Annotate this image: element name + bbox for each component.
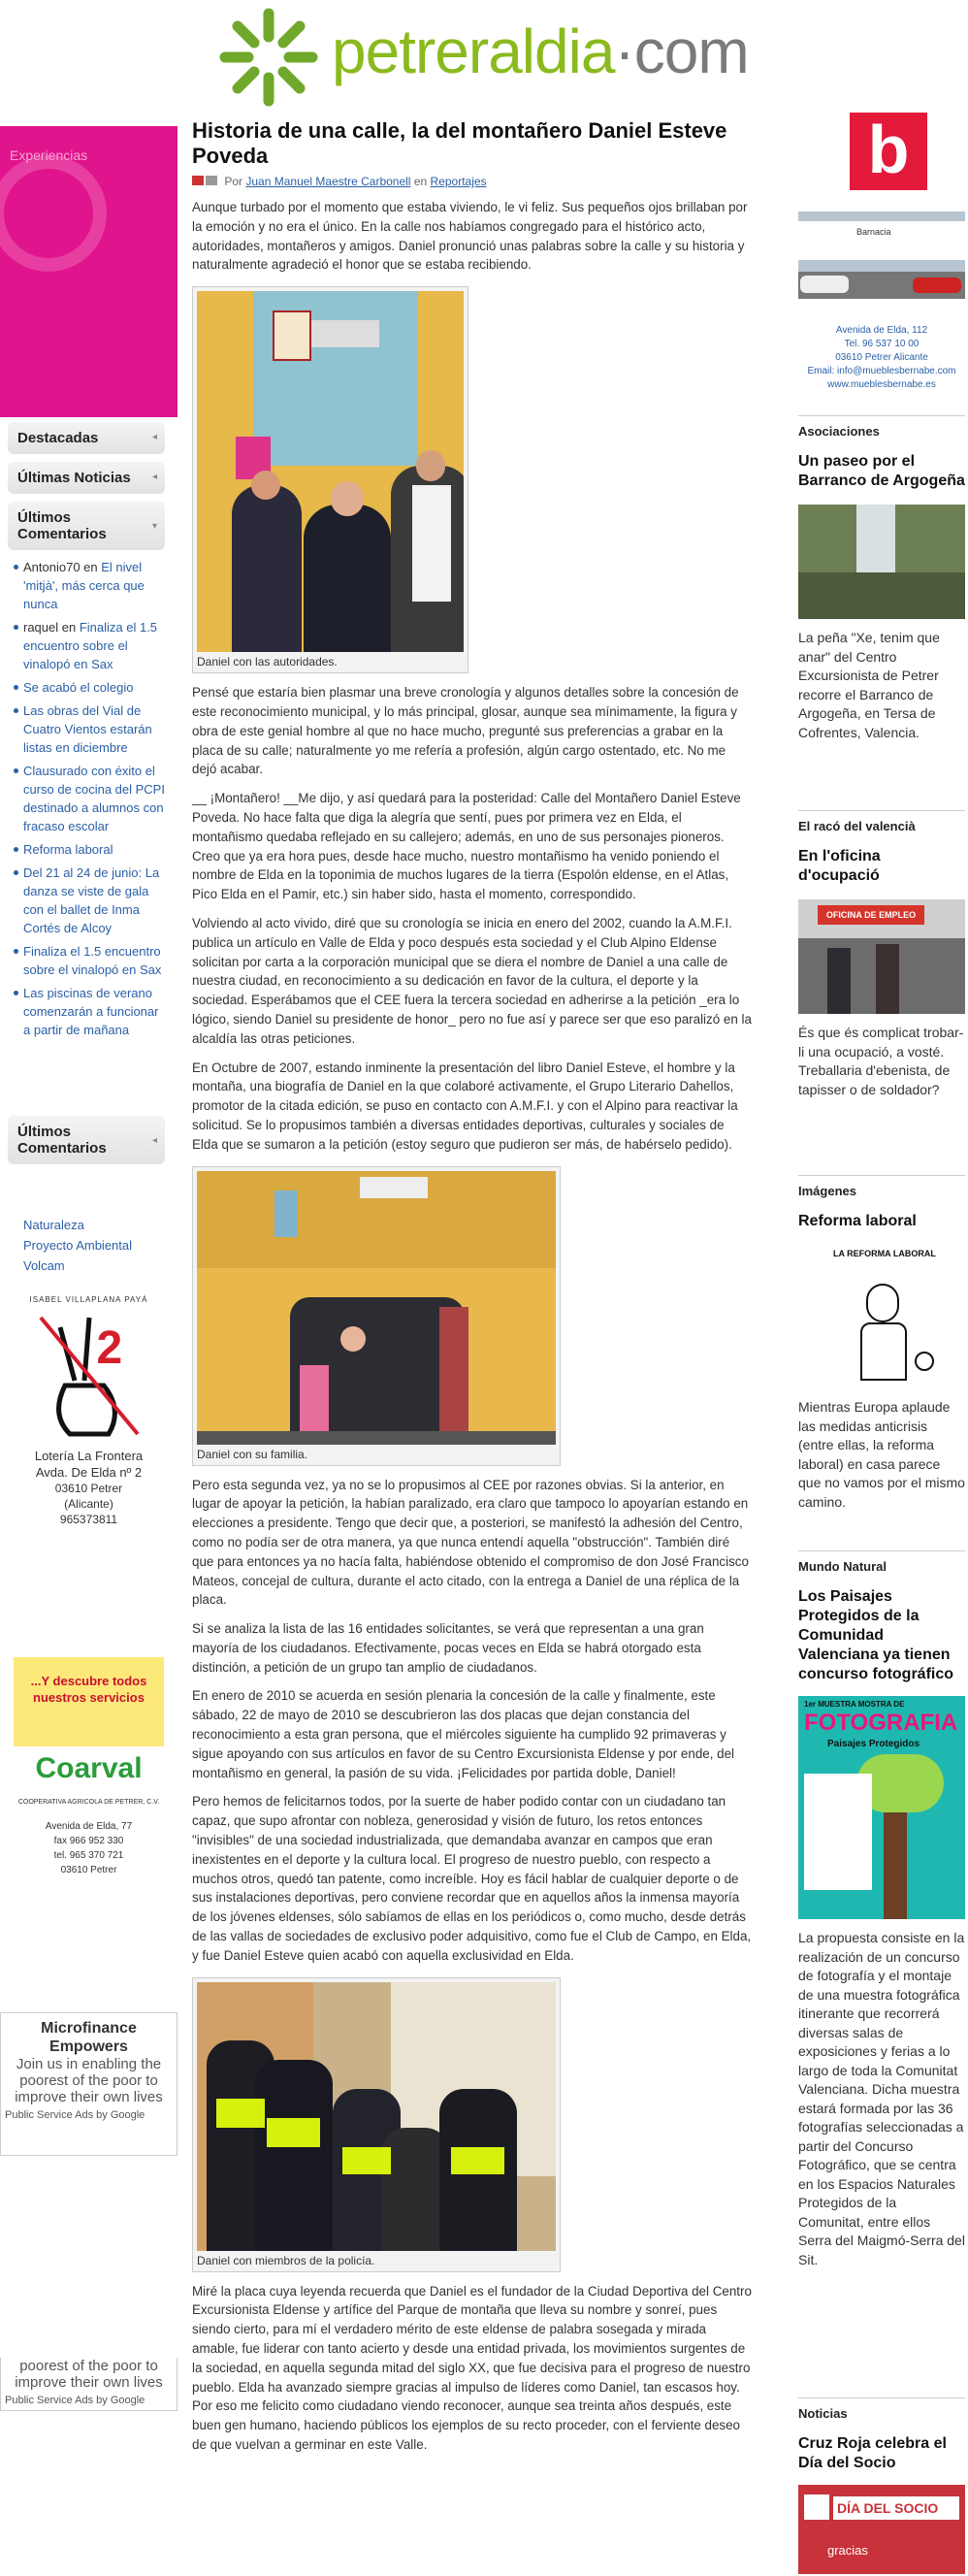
photo-caption: Daniel con su familia. <box>197 1447 308 1461</box>
ad-body: Join us in enabling the poorest of the poor to improve their own lives <box>15 2056 163 2105</box>
section-title[interactable]: Un paseo por el Barranco de Argogeña <box>798 453 965 489</box>
comment-link[interactable]: Las obras del Vial de Cuatro Vientos estarán listas en diciembre <box>23 703 152 755</box>
section-text: És que és complicat trobar-li una ocupació, a vosté. Treballaria d'ebenista, de tapisser o de soldador? <box>798 1025 964 1097</box>
photo-image <box>197 1982 556 2251</box>
experiencias-banner[interactable] <box>0 126 177 417</box>
banner-label: Experiencias <box>10 147 88 163</box>
lottery-phone: 965373811 <box>59 1513 118 1526</box>
link-naturaleza[interactable]: Naturaleza <box>23 1218 84 1232</box>
site-header <box>0 0 968 121</box>
list-item <box>23 840 165 859</box>
photo-contest-poster[interactable]: 1er MUESTRA MOSTRA DE FOTOGRAFIA Paisajes Protegidos <box>798 1696 965 1919</box>
left-sidebar <box>0 126 179 2571</box>
menu-ultimas-noticias[interactable]: Últimas Noticias ◂ <box>8 462 165 494</box>
ad-title: Microfinance Empowers <box>41 2020 137 2055</box>
article-paragraph: Si se analiza la lista de las 16 entidades solicitantes, se verá que representan a una gran mayoría de los ciudadanos. Efectivamente, pocas veces en Elda se habrá otorgado esta distinción, a petición de un grupo tan amplio de ciudadanos. <box>192 1621 704 1675</box>
comment-link[interactable]: El nivel 'mitjà', más cerca que nunca <box>23 560 145 611</box>
speech-bubble-icon <box>0 155 107 272</box>
lottery-number: 2 <box>96 1322 123 1374</box>
article-paragraph: Pensé que estaría bien plasmar una breve cronología y algunos detalles sobre la concesión de este reconocimiento municipal, y lo más principal, glosar, aunque sea mínimamente, la figura y obra de este genial hombre al que no hace mucho, pregunté sus preferencias a grabar en la placa de su calle; naturalmente yo me refería a profesión, algún cargo ostentado, etc. No me dejó acabar. <box>192 685 739 777</box>
section-asociaciones <box>798 415 965 742</box>
waterfall-photo[interactable] <box>798 505 965 619</box>
photo-caption: Daniel con las autoridades. <box>197 655 338 669</box>
list-item <box>23 942 165 979</box>
list-item <box>23 762 165 835</box>
logo-text: petreraldia·com <box>332 16 749 86</box>
coop-tel: tel. 965 370 721 <box>53 1850 124 1861</box>
chevron-left-icon: ◂ <box>151 1135 157 1146</box>
list-item <box>23 701 165 757</box>
menu-destacadas[interactable]: Destacadas ◂ <box>8 422 165 454</box>
chevron-left-icon: ◂ <box>151 472 157 482</box>
photo-family <box>192 1166 561 1466</box>
store-address: Avenida de Elda, 112 Tel. 96 537 10 00 03610 Petrer Alicante Email: info@mueblesbernabe.com www.mueblesbernabe.es <box>807 325 956 390</box>
section-heading: Asociaciones <box>798 424 880 439</box>
section-heading: Imágenes <box>798 1184 856 1198</box>
lottery-owner: ISABEL VILLAPLANA PAYÁ <box>29 1295 148 1304</box>
ad-body: poorest of the poor to improve their own lives <box>15 2358 163 2391</box>
coarval-ad[interactable] <box>14 1657 164 1877</box>
victory-hand-icon <box>31 1308 147 1444</box>
comments-list <box>8 558 165 1039</box>
menu-ultimos-comentarios[interactable]: Últimos Comentarios ▾ <box>8 502 165 550</box>
coarval-logo: Coarval <box>35 1752 143 1784</box>
comment-link[interactable]: Clausurado con éxito el curso de cocina del PCPI destinado a alumnos con fracaso escolar <box>23 764 165 833</box>
comment-link[interactable]: Finaliza el 1.5 encuentro sobre el vinalopó en Sax <box>23 620 158 671</box>
section-title[interactable]: Cruz Roja celebra el Día del Socio <box>798 2435 947 2471</box>
section-title[interactable]: Los Paisajes Protegidos de la Comunidad Valenciana ya tienen concurso fotográfico <box>798 1588 954 1682</box>
article-paragraph: Pero esta segunda vez, ya no se lo propusimos al CEE por razones obvias. Si la anterior, en lugar de apoyar la petición, la habían paralizado, era claro que tampoco lo apoyarían estando en elecciones a presidente. Tengo que decir que, a posteriori, se manifestó la adhesión del Centro, como no podía ser de otra manera, ya que nunca entendí aquella "obstrucción". También diré que para entonces ya no hacía falta, habiéndose obtenido el compromiso de don José Francisco Mateos, concejal de cultura, durante el acto citado, con la entrega a Daniel de una réplica de la placa. <box>192 1477 749 1608</box>
comment-link[interactable]: Del 21 al 24 de junio: La danza se viste de gala con el ballet de Inma Cortés de Alcoy <box>23 865 160 935</box>
lottery-province: (Alicante) <box>64 1497 113 1511</box>
ad-footer: Public Service Ads by Google <box>5 2395 145 2406</box>
site-logo[interactable] <box>215 4 758 111</box>
cruz-roja-banner[interactable]: DÍA DEL SOCIO gracias <box>798 2485 965 2574</box>
store-photo[interactable] <box>798 212 965 299</box>
article-paragraph: Pero hemos de felicitarnos todos, por la suerte de haber podido contar con un ciudadano tan capaz, que supo afrontar con nobleza, generosidad y visión de futuro, los retos entonces "invisibles" de una sociedad industrializada, que demandaba avanzar en campos que eran inexistentes en el deporte y la cultura local. El progreso de nuestro pueblo, con respecto a muchos otros, quedó tan patente, como increíble. Hoy es fácil hablar de cualquier deporte o de sus instalaciones deportivas, pero conviene recordar que en aquellos años la inmensa mayoría de los jóvenes eldenses, sólo sabíamos de ellas en los periódicos o, como mucho, desde detrás de las vallas de sociedades de exclusivo poder adquisitivo, como fue el Club de Campo, en Elda, y fue Daniel Esteve quien acabó con aquella exclusividad en Elda. <box>192 1794 752 1963</box>
coop-city: 03610 Petrer <box>60 1865 117 1875</box>
lottery-logo <box>31 1308 147 1444</box>
list-item <box>23 984 165 1039</box>
photo-caption: Daniel con miembros de la policía. <box>197 2253 375 2267</box>
list-item <box>23 678 165 697</box>
section-title[interactable]: Reforma laboral <box>798 1213 917 1229</box>
comment-link[interactable]: Finaliza el 1.5 encuentro sobre el vinalopó en Sax <box>23 944 162 977</box>
lottery-address: Avda. De Elda nº 2 <box>35 1465 143 1480</box>
photo-police <box>192 1977 561 2272</box>
link-proyecto-ambiental[interactable]: Proyecto Ambiental <box>23 1238 133 1253</box>
comment-link[interactable]: Las piscinas de verano comenzarán a funcionar a partir de mañana <box>23 986 159 1037</box>
photo-image <box>197 291 464 652</box>
section-raco-valencia <box>798 810 965 1099</box>
list-item <box>23 864 165 937</box>
list-item: raquel en Finaliza el 1.5 encuentro sobre el vinalopó en Sax <box>23 618 165 673</box>
article-paragraph: En Octubre de 2007, estando inminente la presentación del libro Daniel Esteve, el hombre y la montaña, una biografía de Daniel en la que colaboré activamente, el Grupo Literario Dahellos, promotor de la citada edición, se puso en contacto con A.M.F.I. y con el Alpino para reactivar la solicitud. Se lo propusimos también a diversas entidades deportivas, culturales y sociales de Elda que se sumaron a la petición (estoy seguro que pudieron ser más, de habérselo pedido). <box>192 1060 738 1152</box>
chevron-down-icon: ▾ <box>151 521 157 532</box>
category-links <box>23 1215 132 1276</box>
coarval-tagline: ...Y descubre todos nuestros servicios <box>14 1657 164 1746</box>
section-title[interactable]: En l'oficina d'ocupació <box>798 848 881 884</box>
print-icon[interactable] <box>192 176 204 185</box>
section-text: La peña "Xe, tenim que anar" del Centro Excursionista de Petrer recorre el Barranco de Argogeña, en Tersa de Cofrentes, Valencia. <box>798 630 940 740</box>
photo-image <box>197 1171 556 1445</box>
lottery-name: Lotería La Frontera <box>34 1449 144 1463</box>
article-meta: Por Juan Manuel Maestre Carbonell en Reportajes <box>192 175 753 188</box>
article-paragraph: Aunque turbado por el momento que estaba viviendo, le vi feliz. Sus pequeños ojos brillaban por la emoción y no era el único. En la calle nos habíamos congregado para el histórico acto, autoridades, montañeros y amigos. Daniel pronunció unas palabras sobre la calle y su historia y naturalmente agradeció el honor que se estaba recibiendo. <box>192 200 748 273</box>
logo-burst-icon <box>215 4 322 111</box>
store-sign: Barnacia <box>856 227 891 237</box>
section-noticias <box>798 2397 965 2574</box>
section-heading: El racó del valencià <box>798 819 916 833</box>
article-title: Historia de una calle, la del montañero Daniel Esteve Poveda <box>192 118 727 168</box>
section-text: La propuesta consiste en la realización de un concurso de fotografía y el montaje de una muestra fotográfica itinerante que recorrerá diversas salas de exposiciones y ferias a lo largo de toda la Comunitat Valenciana. Dicha muestra estará formada por las 36 fotografías seleccionadas a partir del Concurso Fotográfico, que se centra en los Espacios Naturales Protegidos de la Comunitat, entre ellos Serra del Maigmó-Serra del Sit. <box>798 1930 965 2267</box>
bernabe-logo[interactable]: b <box>850 113 927 190</box>
google-ad-2[interactable] <box>0 2358 177 2411</box>
article-paragraph: __ ¡Montañero! __Me dijo, y así quedará para la posteridad: Calle del Montañero Daniel Esteve Poveda. No hace falta que diga la alegría que sentí, pues por primera vez en Elda, el montañismo quedaba reflejado en su callejero; además, en uno de sus personajes pioneros. Creo que ya era hora pues, desde hace mucho, nuestro montañismo ha venido poniendo el nombre de Elda en la toponimia de muchos lugares de la tierra (Espolón eldense, en el Atlas, Pico Elda en el Pamir, etc.) sin haber sido, hasta el momento, correspondido. <box>192 791 741 902</box>
cartoon-image[interactable]: LA REFORMA LABORAL <box>798 1245 965 1388</box>
email-icon[interactable] <box>206 176 217 185</box>
lottery-ad[interactable] <box>0 1295 177 1527</box>
category-link[interactable]: Reportajes <box>430 175 487 188</box>
article-paragraph: Miré la placa cuya leyenda recuerda que Daniel es el fundador de la Ciudad Deportiva del Centro Excursionista Eldense y artífice del Parque de montaña que lleva su nombre y sonreí, pues siendo cierto, para mí el verdadero mérito de este eldense de palabra sosegada y mirada amable, fue liderar con tanto acierto y desde una entidad privada, los movimientos surgentes de la sociedad, en aquella segunda mitad del siglo XX, que fue decisiva para el progreso de nuestro pueblo. Elda ha avanzado siempre gracias al impulso de líderes como Daniel, tan escasos hoy. Por eso me felicito como ciudadano viendo reconocer, aunque sea treinta años después, este buen gen humano, haciendo públicos los ejemplos de su recto proceder, con el ferviente deseo de que vuelvan a germinar en este Valle. <box>192 2283 752 2453</box>
employment-office-photo[interactable]: OFICINA DE EMPLEO <box>798 899 965 1014</box>
section-heading: Noticias <box>798 2406 848 2421</box>
comment-link[interactable]: Reforma laboral <box>23 842 113 857</box>
section-text: Mientras Europa aplaude las medidas anticrisis (entre ellas, la reforma laboral) en casa parece que no vamos por el mismo camino. <box>798 1399 965 1510</box>
article-paragraph: En enero de 2010 se acuerda en sesión plenaria la concesión de la calle y finalmente, este sábado, 22 de mayo de 2010 se descubrieron las dos placas que dejan constancia del reconocimiento a esta gran persona, que el miércoles siguiente ha cumplido 92 primaveras y sigue apoyando con sus artículos en favor de su Centro Excursionista Eldense y por ende, del montañismo en general, la pasión de su vida. ¡Felicidades por partida doble, Daniel! <box>192 1688 735 1780</box>
chevron-left-icon: ◂ <box>151 432 157 442</box>
link-volcam[interactable]: Volcam <box>23 1258 65 1273</box>
menu-ultimos-comentarios-2[interactable]: Últimos Comentarios ◂ <box>8 1116 165 1164</box>
ad-footer: Public Service Ads by Google <box>5 2109 145 2121</box>
author-link[interactable]: Juan Manuel Maestre Carbonell <box>245 175 411 188</box>
coop-address: Avenida de Elda, 77 <box>45 1821 133 1832</box>
coop-name: COOPERATIVA AGRICOLA DE PETRER, C.V. <box>17 1799 160 1806</box>
article-paragraph: Volviendo al acto vivido, diré que su cronología se inicia en enero del 2002, cuando la A.M.F.I. publica un artículo en Valle de Elda y poco después esta sociedad y el Club Alpino Eldense solicitan por carta a la corporación municipal que se diera el nombre de Daniel a una calle de nuestra ciudad, en reconocimiento a su dedicación en favor de la cultura, el deporte y la sociedad. Esperábamos que el CEE fuera la tercera sociedad en adherirse a la petición _era lo lógico, siendo Daniel su presidente de honor_ pero no fue así y parece ser que eso paralizó en la alcaldía las otras peticiones. <box>192 915 752 1046</box>
photo-authorities <box>192 286 468 673</box>
google-ad-1[interactable] <box>0 2012 177 2156</box>
comment-link[interactable]: Se acabó el colegio <box>23 680 134 695</box>
section-heading: Mundo Natural <box>798 1559 887 1574</box>
lottery-city: 03610 Petrer <box>54 1482 123 1495</box>
coop-fax: fax 966 952 330 <box>53 1836 124 1846</box>
list-item: Antonio70 en El nivel 'mitjà', más cerca que nunca <box>23 558 165 613</box>
article <box>192 118 753 2455</box>
section-imagenes <box>798 1175 965 1512</box>
section-mundo-natural <box>798 1550 965 2269</box>
